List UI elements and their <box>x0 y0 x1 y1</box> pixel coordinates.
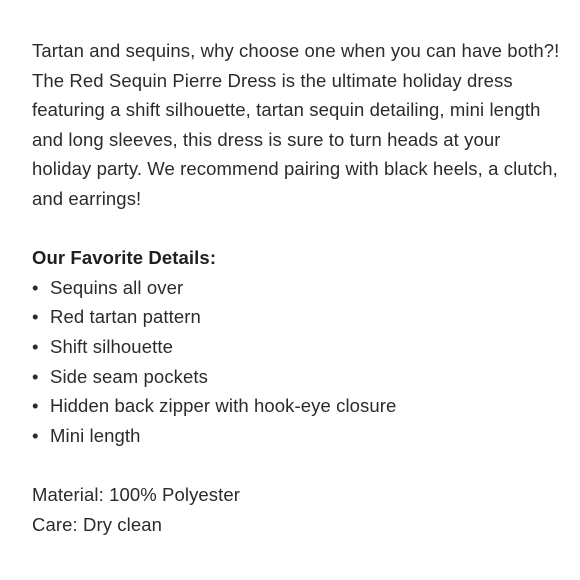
bullet-icon: • <box>32 424 39 446</box>
bullet-icon: • <box>32 306 39 328</box>
list-item <box>32 421 560 451</box>
bullet-icon: • <box>32 395 39 417</box>
list-item-text: Mini length <box>50 424 141 446</box>
list-item <box>32 362 560 392</box>
list-item <box>32 332 560 362</box>
list-item-text: Side seam pockets <box>50 365 209 387</box>
bullet-icon: • <box>32 276 39 298</box>
material-line: Material: 100% Polyester <box>32 483 241 505</box>
list-item <box>32 391 560 421</box>
list-item-text: Hidden back zipper with hook-eye closure <box>50 395 397 417</box>
details-heading-label: Our Favorite Details <box>32 247 210 269</box>
bullet-icon: • <box>32 335 39 357</box>
list-item-text: Red tartan pattern <box>50 306 201 328</box>
product-description <box>32 36 560 539</box>
list-item-text: Sequins all over <box>50 276 184 298</box>
details-heading-colon: : <box>209 247 217 269</box>
list-item-text: Shift silhouette <box>50 335 173 357</box>
bullet-icon: • <box>32 365 39 387</box>
list-item <box>32 302 560 332</box>
details-list <box>32 273 560 451</box>
details-heading <box>32 243 560 273</box>
intro-paragraph: Tartan and sequins, why choose one when you can have both?! The Red Sequin Pierre Dress is the ultimate holiday dress featuring a shift silhouette, tartan sequin detailing, mini length and long sleeves, this dress is sure to turn heads at your holiday party. We recommend pairing with black heels, a clutch, and earrings! <box>32 40 560 209</box>
list-item <box>32 273 560 303</box>
care-line: Care: Dry clean <box>32 513 163 535</box>
